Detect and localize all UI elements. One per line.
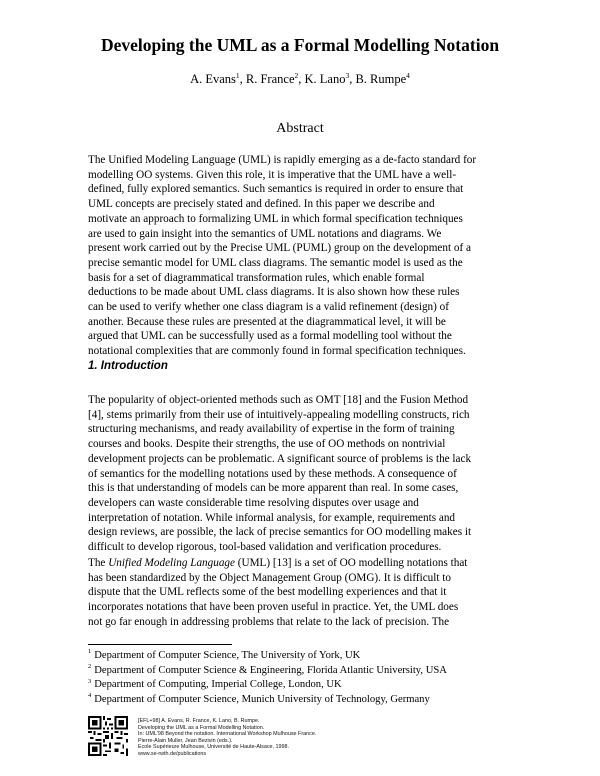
affiliation-mark: 2	[294, 70, 299, 80]
abstract-heading: Abstract	[276, 121, 324, 136]
intro-paragraph-1	[88, 393, 528, 555]
body-line: structuring mechanisms, and ready availability of expertise in the form of training	[88, 423, 455, 436]
abstract-line: motivate an approach to formalizing UML in which formal specification techniques	[88, 212, 463, 225]
citation-line: Developing the UML as a Formal Modelling Notation.	[138, 724, 265, 731]
footnote-text: Department of Computing, Imperial College, London, UK	[94, 679, 342, 691]
footnote	[88, 693, 528, 708]
author-name: K. Lano	[304, 72, 346, 86]
citation-line: Ecole Supérieure Mulhouse, Université de Haute-Alsace, 1998.	[138, 744, 290, 751]
author-name: B. Rumpe	[355, 72, 407, 86]
footnote-mark: 3	[88, 677, 92, 685]
affiliation-mark: 1	[235, 70, 240, 80]
paper-title: Developing the UML as a Formal Modelling Notation	[100, 35, 500, 55]
citation-block	[138, 718, 438, 758]
author-name: R. France	[245, 72, 295, 86]
body-line: design reviews, are possible, the lack of precise semantics for OO modelling makes it	[88, 526, 472, 539]
author-name: A. Evans	[190, 72, 236, 86]
abstract-line: notational complexities that are commonly found in formal specification techniques.	[88, 345, 466, 358]
body-line: development projects can be problematic. A significant source of problems is the lack	[88, 452, 472, 465]
footnote-divider	[88, 644, 232, 645]
body-line: this is that understanding of models can be more apparent than real. In some cases,	[88, 482, 459, 495]
uml-term-italic: Unified Modeling Language	[108, 557, 235, 569]
footnote-mark: 2	[88, 663, 92, 671]
section-heading: 1. Introduction	[88, 360, 168, 372]
body-line: not go far enough in addressing problems that relate to the lack of precision. The	[88, 615, 450, 628]
body-line: of semantics for the modelling notations used by these methods. A consequence of	[88, 467, 457, 480]
affiliation-mark: 3	[345, 70, 350, 80]
qr-code-icon	[88, 716, 128, 756]
body-line: dispute that the UML reflects some of the best modelling experiences and that it	[88, 586, 447, 599]
body-line: courses and books. Despite their strengths, the use of OO methods on nontrivial	[88, 438, 446, 451]
abstract-line: modelling OO systems. Given this role, it is imperative that the UML have a well-	[88, 168, 457, 181]
footnote	[88, 664, 528, 679]
footnote-text: Department of Computer Science & Engineering, Florida Atlantic University, USA	[94, 664, 447, 676]
body-text: The	[88, 557, 109, 569]
abstract-line: The Unified Modeling Language (UML) is rapidly emerging as a de-facto standard for	[88, 154, 477, 166]
affiliation-mark: 4	[406, 70, 410, 80]
body-line: interpretation of notation. While informal analysis, for example, requirements and	[88, 511, 456, 524]
citation-line: Pierre-Alain Muller, Jean Bezivin (eds.).	[138, 737, 233, 744]
footnote	[88, 649, 528, 664]
body-line	[88, 556, 528, 571]
abstract-line: another. Because these rules are presented at the diagrammatical level, it will be	[88, 315, 446, 328]
body-line: [4], stems primarily from their use of intuitively-appealing modelling constructs, rich	[88, 408, 470, 421]
body-line: developers can waste considerable time resolving disputes over usage and	[88, 496, 419, 509]
abstract-line: precise semantic model for UML class diagrams. The semantic model is used as the	[88, 256, 463, 269]
footnote-text: Department of Computer Science, Munich University of Technology, Germany	[94, 693, 430, 705]
abstract-line: basis for a set of diagrammatical transformation rules, which enable formal	[88, 271, 425, 284]
abstract-line: deductions to be made about UML class diagrams. It is also shown how these rules	[88, 286, 460, 299]
citation-url[interactable]: www.se-rwth.de/publications	[138, 750, 207, 757]
abstract-line: defined, fully explored semantics. Such semantics is required in order to ensure that	[88, 183, 464, 196]
citation-line: In: UML'98 Beyond the notation. International Workshop Mulhouse France.	[138, 731, 317, 738]
abstract-line: UML concepts are precisely stated and defined. In this paper we describe and	[88, 198, 435, 211]
intro-paragraph-2	[88, 556, 528, 630]
citation-line: [EFL+98] A. Evans, R. France, K. Lano, B. Rumpe.	[138, 718, 260, 724]
abstract-line: are used to gain insight into the semantics of UML notations and diagrams. We	[88, 227, 442, 240]
abstract-line: present work carried out by the Precise UML (PUML) group on the development of a	[88, 242, 471, 255]
abstract-body	[88, 153, 528, 359]
footnote-mark: 1	[88, 648, 92, 656]
body-line: The popularity of object-oriented methods such as OMT [18] and the Fusion Method	[88, 394, 469, 406]
abstract-line: argued that UML can be successfully used as a formal modelling tool without the	[88, 330, 452, 343]
footnote-text: Department of Computer Science, The University of York, UK	[94, 650, 361, 661]
author-line	[0, 71, 600, 87]
author-separator: ,	[239, 72, 246, 86]
footnote-mark: 4	[88, 692, 92, 700]
abstract-line: can be used to verify whether one class diagram is a valid refinement (design) of	[88, 301, 449, 314]
body-line: difficult to develop rigorous, tool-based validation and verification procedures.	[88, 541, 442, 554]
body-line: has been standardized by the Object Management Group (OMG). It is difficult to	[88, 571, 451, 584]
author-separator: ,	[349, 72, 356, 86]
footnote	[88, 678, 528, 693]
footnotes	[88, 649, 528, 707]
author-separator: ,	[298, 72, 305, 86]
body-line: incorporates notations that have been proven useful in practice. Yet, the UML does	[88, 601, 459, 614]
body-text: (UML) [13] is a set of OO modelling notations that	[234, 557, 468, 569]
